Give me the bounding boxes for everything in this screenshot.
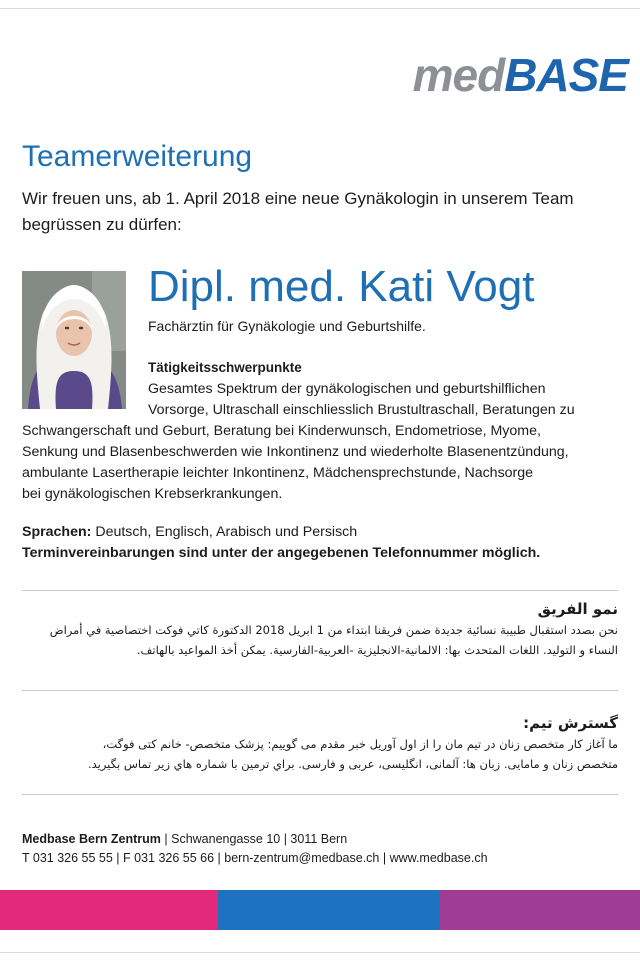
focus-line: Senkung und Blasenbeschwerden wie Inkontinenz und wiederholte Blasenentzündung, — [22, 444, 569, 460]
focus-line: ambulante Lasertherapie leichter Inkontinenz, Mädchensprechstunde, Nachsorge — [22, 465, 534, 481]
persian-line: ما آغاز كار متخصص زنان در تيم مان را از اول آوريل خبر مقدم مى گوييم: پزشک متخصص- خانم كتى فوگت، — [102, 737, 618, 751]
footer-center-name: Medbase Bern Zentrum — [22, 832, 161, 846]
arabic-line: نحن بصدد استقبال طبيبة نسائية جديدة ضمن فريقنا ابتداء من 1 ابريل 2018 الدكتورة كاتي فوكت اختصاصية في أمراض — [49, 623, 618, 637]
focus-text — [22, 421, 622, 505]
focus-line: Gesamtes Spektrum der gynäkologischen und geburtshilflichen — [148, 381, 546, 397]
color-bar-pink — [0, 890, 218, 930]
focus-line: Vorsorge, Ultraschall einschliesslich Brustultraschall, Beratungen zu — [148, 402, 575, 418]
page-title: Teamerweiterung — [22, 140, 253, 173]
doctor-name: Dipl. med. Kati Vogt — [148, 262, 535, 311]
footer-address — [22, 832, 347, 846]
color-bar-blue — [218, 890, 440, 930]
portrait-image — [22, 271, 126, 409]
arabic-line: النساء و التوليد. اللغات المتحدث بها: الالمانية-الانجليزية -العربية-الفارسية. يمكن أخذ المواعيد بالهاتف. — [136, 643, 618, 657]
focus-heading: Tätigkeitsschwerpunkte — [148, 360, 302, 375]
color-bar-purple — [440, 890, 640, 930]
divider — [22, 590, 618, 591]
appointments-note: Terminvereinbarungen sind unter der angegebenen Telefonnummer möglich. — [22, 545, 541, 561]
focus-line: Schwangerschaft und Geburt, Beratung bei Kinderwunsch, Endometriose, Myome, — [22, 423, 541, 439]
medbase-logo — [412, 49, 628, 101]
intro-text: Wir freuen uns, ab 1. April 2018 eine neue Gynäkologin in unserem Team begrüssen zu dürfen: — [22, 189, 574, 234]
languages — [22, 524, 357, 540]
divider — [22, 690, 618, 691]
logo-med: med — [412, 49, 505, 101]
arabic-heading: نمو الفريق — [537, 600, 618, 618]
footer-street: | Schwanengasse 10 | 3011 Bern — [160, 832, 348, 846]
top-rule — [0, 8, 640, 9]
divider — [22, 794, 618, 795]
focus-line: bei gynäkologischen Krebserkrankungen. — [22, 486, 283, 502]
doctor-specialty: Fachärztin für Gynäkologie und Geburtshilfe. — [148, 318, 426, 334]
persian-line: متخصص زنان و مامايى. زبان ها: آلمانى، انگليسى، عربى و فارسى. براي ترمين با شماره هاي زير تماس بگيريد. — [87, 757, 618, 771]
languages-label: Sprachen: — [22, 524, 92, 540]
footer-contact: T 031 326 55 55 | F 031 326 55 66 | bern-zentrum@medbase.ch | www.medbase.ch — [22, 851, 488, 865]
arabic-section — [22, 598, 618, 660]
persian-section — [22, 712, 618, 774]
languages-value: Deutsch, Englisch, Arabisch und Persisch — [91, 524, 358, 540]
doctor-photo — [22, 271, 126, 409]
bottom-rule — [0, 952, 640, 953]
logo-base: BASE — [504, 49, 628, 101]
persian-heading: گسترش تيم: — [523, 714, 618, 732]
